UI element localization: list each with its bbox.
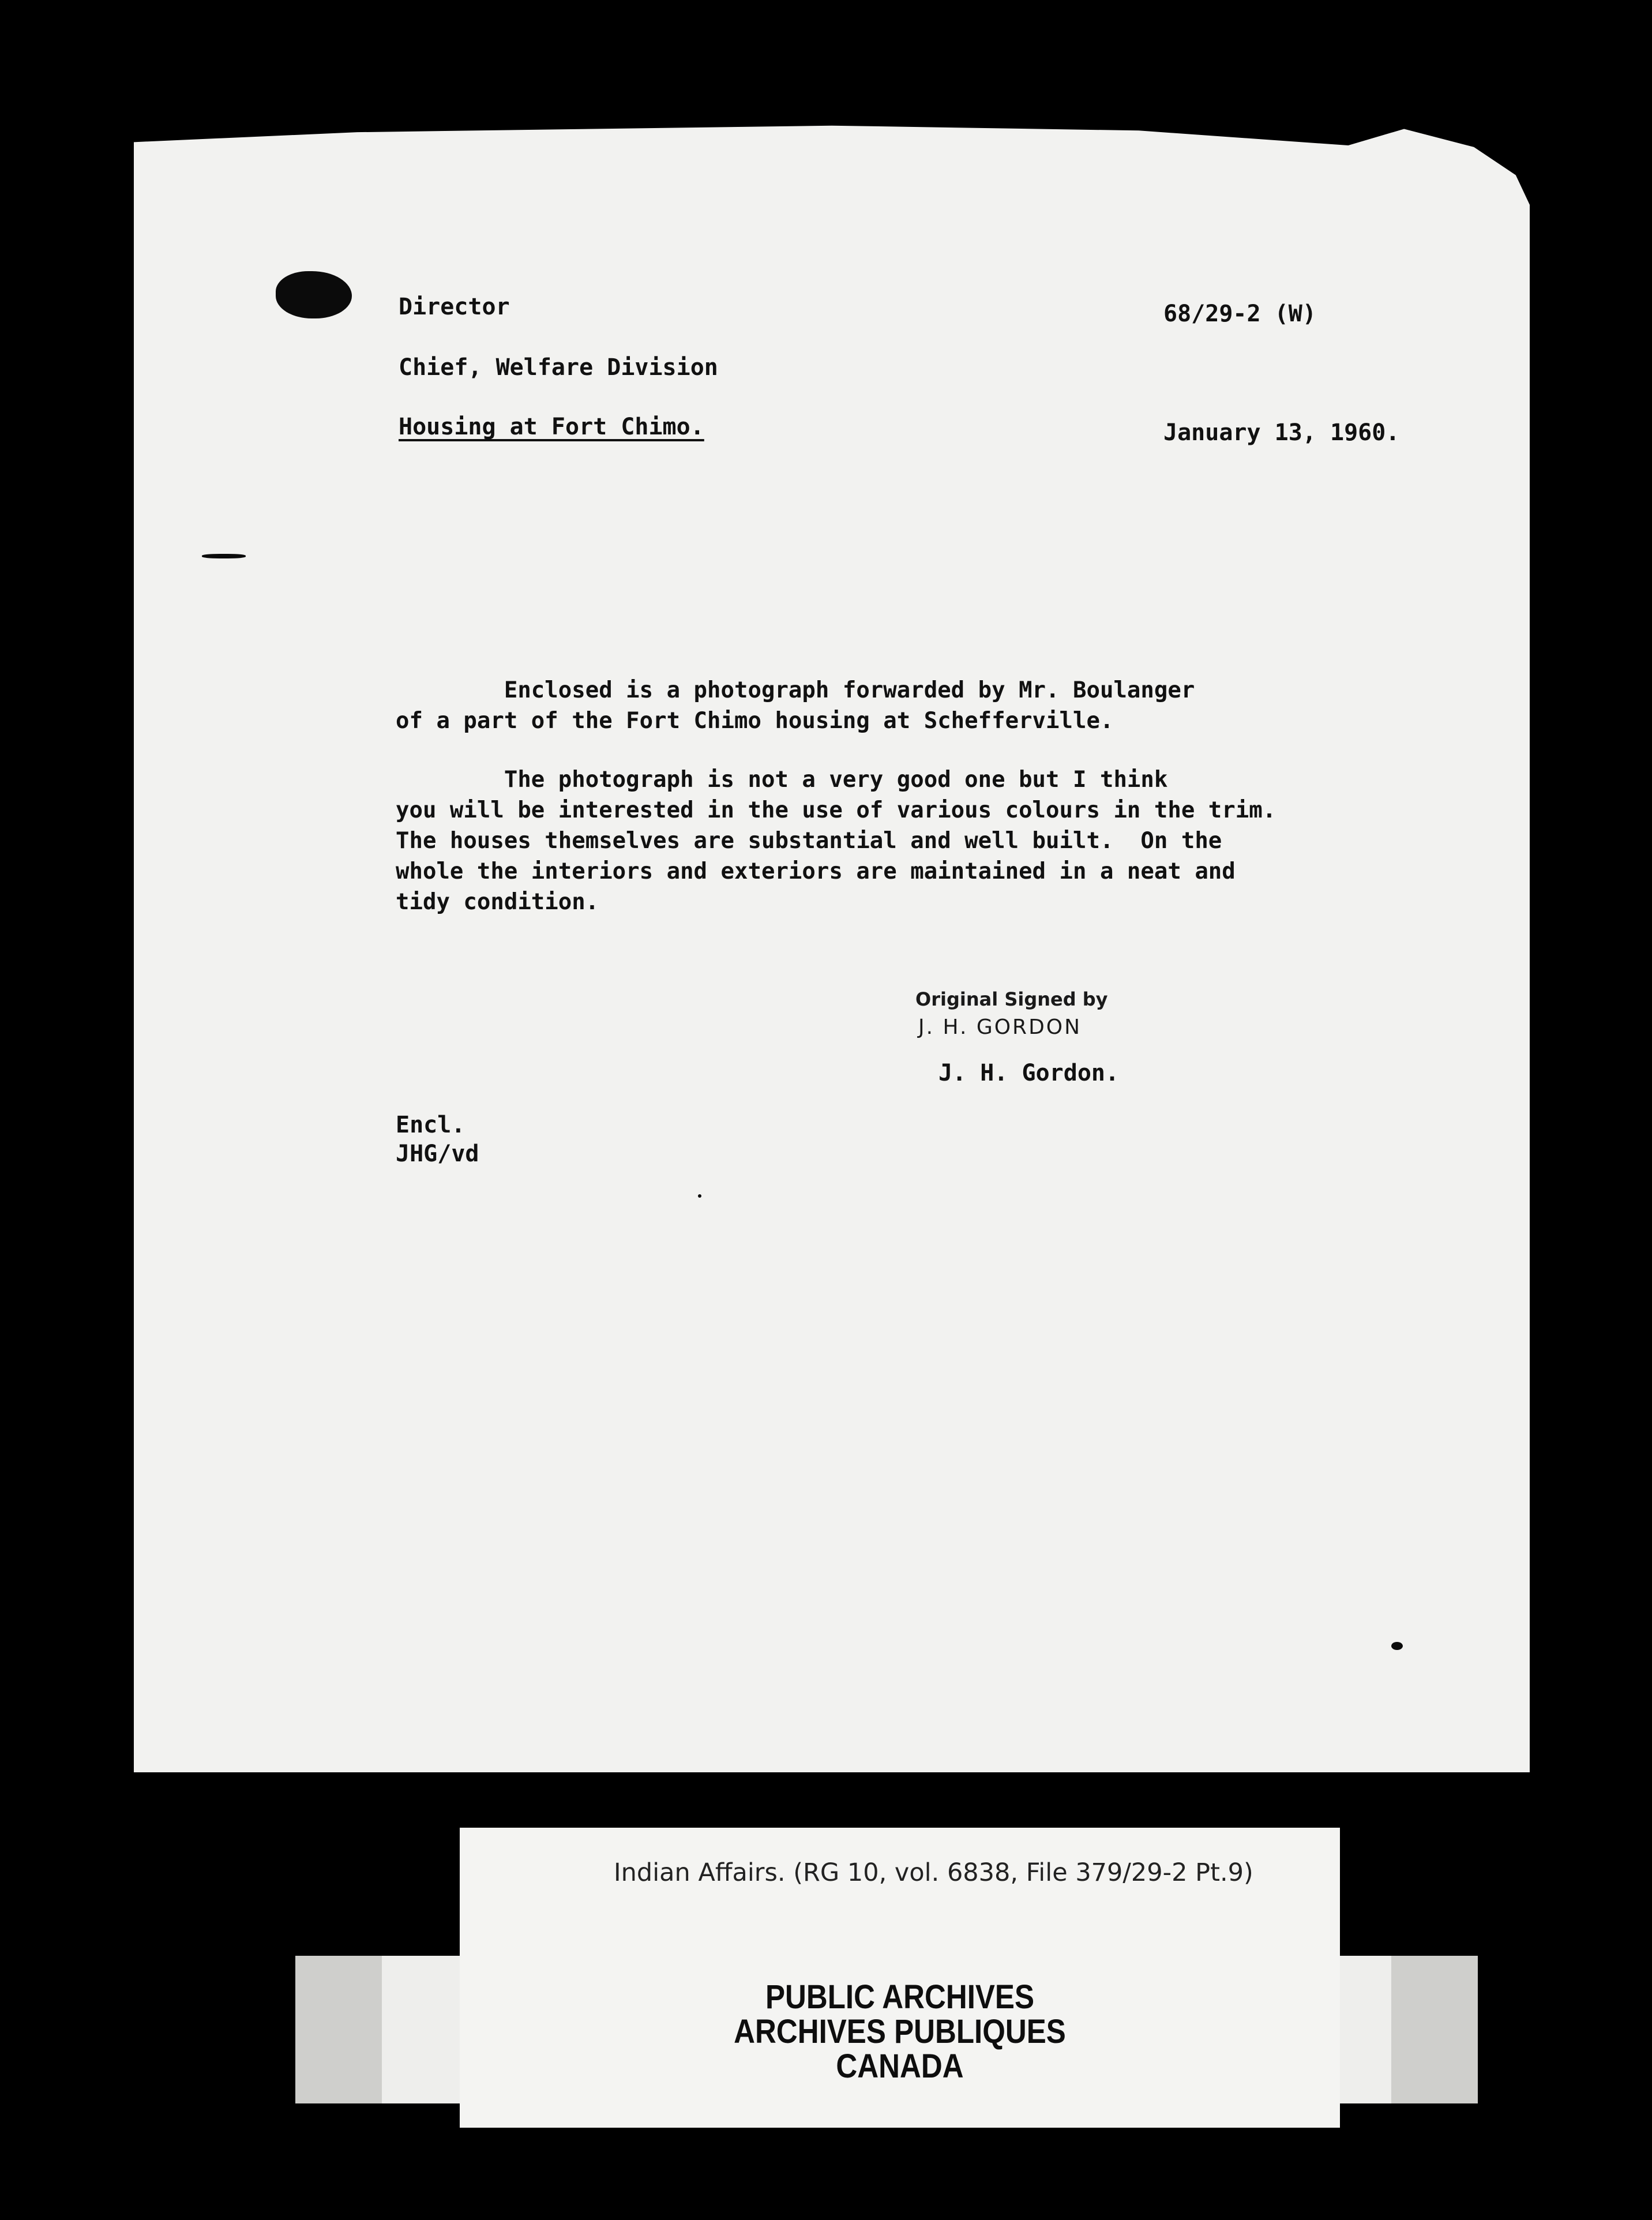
archive-line-3: CANADA	[836, 2047, 964, 2085]
memo-page	[134, 122, 1530, 1772]
memo-to: Director	[399, 294, 510, 320]
paper-mark	[698, 1194, 701, 1198]
memo-subject: Housing at Fort Chimo.	[399, 414, 704, 440]
archive-stamp	[519, 1980, 1281, 2084]
signed-stamp-line-2: J. H. GORDON	[918, 1015, 1082, 1039]
ink-blot	[276, 271, 352, 318]
memo-paragraph-1: Enclosed is a photograph forwarded by Mr. Boulanger of a part of the Fort Chimo housing at Schefferville.	[396, 677, 1195, 734]
archive-reference: Indian Affairs. (RG 10, vol. 6838, File 379/29-2 Pt.9)	[614, 1858, 1253, 1887]
memo-paragraph-2: The photograph is not a very good one but I think you will be interested in the use of various colours in the trim. The houses themselves are substantial and well built. On the whole the interiors and exteriors are maintained in a neat and tidy condition.	[396, 767, 1276, 915]
memo-initials: JHG/vd	[396, 1141, 479, 1167]
archive-line-1: PUBLIC ARCHIVES	[765, 1978, 1035, 2016]
paper-mark	[1391, 1642, 1403, 1650]
signed-stamp-line-1: Original Signed by	[915, 988, 1108, 1010]
memo-signature: J. H. Gordon.	[938, 1060, 1120, 1086]
memo-enclosure: Encl.	[396, 1112, 465, 1138]
paper-mark	[202, 554, 246, 558]
archive-line-2: ARCHIVES PUBLIQUES	[734, 2013, 1066, 2050]
archive-label-shade-left	[295, 1956, 382, 2103]
memo-date: January 13, 1960.	[1163, 419, 1400, 446]
archive-label-shade-right	[1391, 1956, 1478, 2103]
memo-file-number: 68/29-2 (W)	[1163, 301, 1316, 327]
memo-from: Chief, Welfare Division	[399, 354, 718, 381]
